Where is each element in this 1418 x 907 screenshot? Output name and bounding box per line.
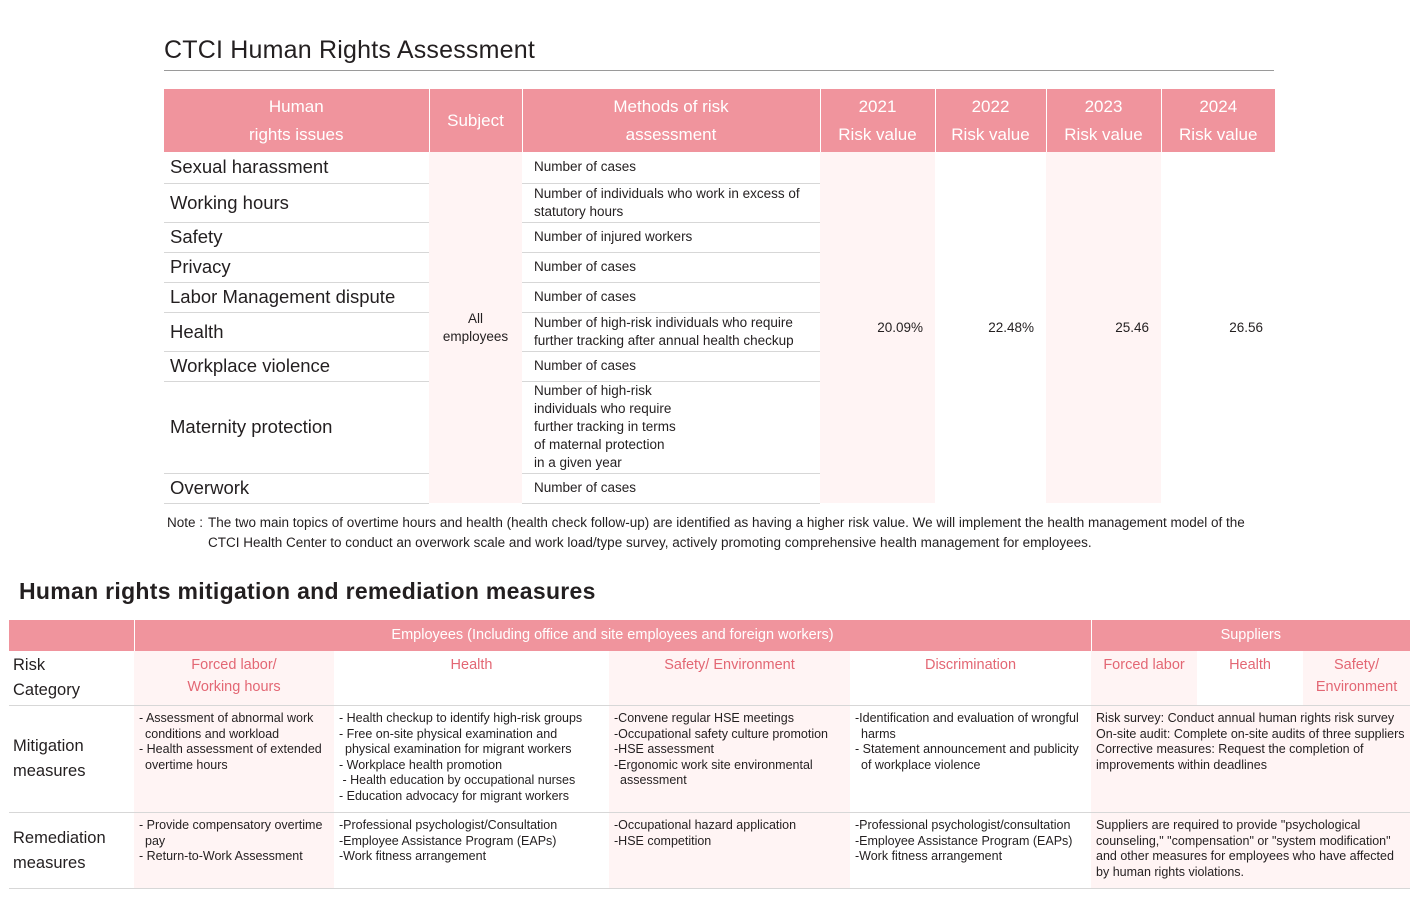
assessment-note [167,513,1277,553]
risk-value-2021: 20.09% [820,152,935,503]
mitigation-safety-environment: -Convene regular HSE meetings -Occupational safety culture promotion -HSE assessment -Ergonomic work site environmental assessment [609,706,850,813]
method-cell: Number of cases [522,252,820,282]
issue-labor-dispute: Labor Management dispute [164,282,429,312]
risk-value-2024: 26.56 [1229,320,1263,335]
header-blank [9,620,134,651]
remediation-suppliers: Suppliers are required to provide "psychological counseling," "compensation" or "system modification" and other measures for employees who have affected by human rights violations. [1091,813,1410,889]
category-supplier-health: Health [1229,657,1271,673]
header-suppliers: Suppliers [1091,620,1410,651]
method-cell: Number of cases [522,282,820,312]
mitigation-health: - Health checkup to identify high-risk groups - Free on-site physical examination and physical examination for migrant workers - Workplace health promotion - Health education by occupational nurses - Education advocacy for migrant workers [334,706,609,813]
risk-value-2022: 22.48% [988,320,1034,335]
issue-maternity-protection: Maternity protection [164,381,429,473]
method-cell: Number of individuals who work in excess of statutory hours [522,183,820,222]
issue-privacy: Privacy [164,252,429,282]
row-label-risk-category: Risk Category [13,656,80,699]
mitigation-suppliers: Risk survey: Conduct annual human rights risk survey On-site audit: Complete on-site audits of three suppliers Corrective measures: Request the completion of improvements within deadlines [1091,706,1410,813]
category-safety-environment: Safety/ Environment [609,651,850,706]
assessment-title: CTCI Human Rights Assessment [164,36,1274,71]
mitigation-forced-labor-hours: - Assessment of abnormal work conditions and workload - Health assessment of extended overtime hours [134,706,334,813]
category-health: Health [450,657,493,673]
method-cell: Number of cases [522,152,820,183]
row-label-remediation: Remediation measures [9,813,134,889]
issue-overwork: Overwork [164,473,429,503]
risk-value-2023: 25.46 [1046,152,1161,503]
header-methods: Methods of risk assessment [522,89,820,152]
issue-workplace-violence: Workplace violence [164,351,429,381]
category-forced-labor-hours: Forced labor/ Working hours [134,651,334,706]
header-employees: Employees (Including office and site employees and foreign workers) [134,620,1091,651]
category-discrimination: Discrimination [924,657,1017,673]
issue-safety: Safety [164,222,429,252]
method-cell: Number of high-risk individuals who require further tracking after annual health checkup [522,312,820,351]
remediation-safety-environment: -Occupational hazard application -HSE competition [609,813,850,889]
risk-assessment-table [164,89,1275,504]
header-2021: 2021 Risk value [820,89,935,152]
header-issues: Human rights issues [164,89,429,152]
header-2024: 2024 Risk value [1161,89,1275,152]
category-supplier-safety-environment: Safety/ Environment [1303,651,1410,706]
issue-health: Health [164,312,429,351]
category-supplier-forced-labor: Forced labor [1091,651,1197,706]
mitigation-table [9,620,1410,889]
remediation-health: -Professional psychologist/Consultation -Employee Assistance Program (EAPs) -Work fitness arrangement [334,813,609,889]
method-cell: Number of cases [522,351,820,381]
header-subject: Subject [429,89,522,152]
mitigation-title: Human rights mitigation and remediation measures [19,578,596,604]
subject-cell: All employees [429,152,522,503]
note-label: Note : [167,515,204,530]
remediation-discrimination: -Professional psychologist/consultation -Employee Assistance Program (EAPs) -Work fitness arrangement [850,813,1091,889]
header-2023: 2023 Risk value [1046,89,1161,152]
method-cell: Number of cases [522,473,820,503]
header-2022: 2022 Risk value [935,89,1046,152]
method-cell: Number of injured workers [522,222,820,252]
note-text: The two main topics of overtime hours and health (health check follow-up) are identified as having a higher risk value. We will implement the health management model of the CTCI Health Center to conduct an overwork scale and work load/type survey, actively promoting comprehensive health management for employees. [208,515,1245,550]
mitigation-discrimination: -Identification and evaluation of wrongful harms - Statement announcement and publicity of workplace violence [850,706,1091,813]
row-label-mitigation: Mitigation measures [9,706,134,813]
method-cell: Number of high-risk individuals who require further tracking in terms of maternal protection in a given year [522,381,820,473]
issue-working-hours: Working hours [164,183,429,222]
remediation-forced-labor-hours: - Provide compensatory overtime pay - Return-to-Work Assessment [134,813,334,889]
issue-sexual-harassment: Sexual harassment [164,152,429,183]
